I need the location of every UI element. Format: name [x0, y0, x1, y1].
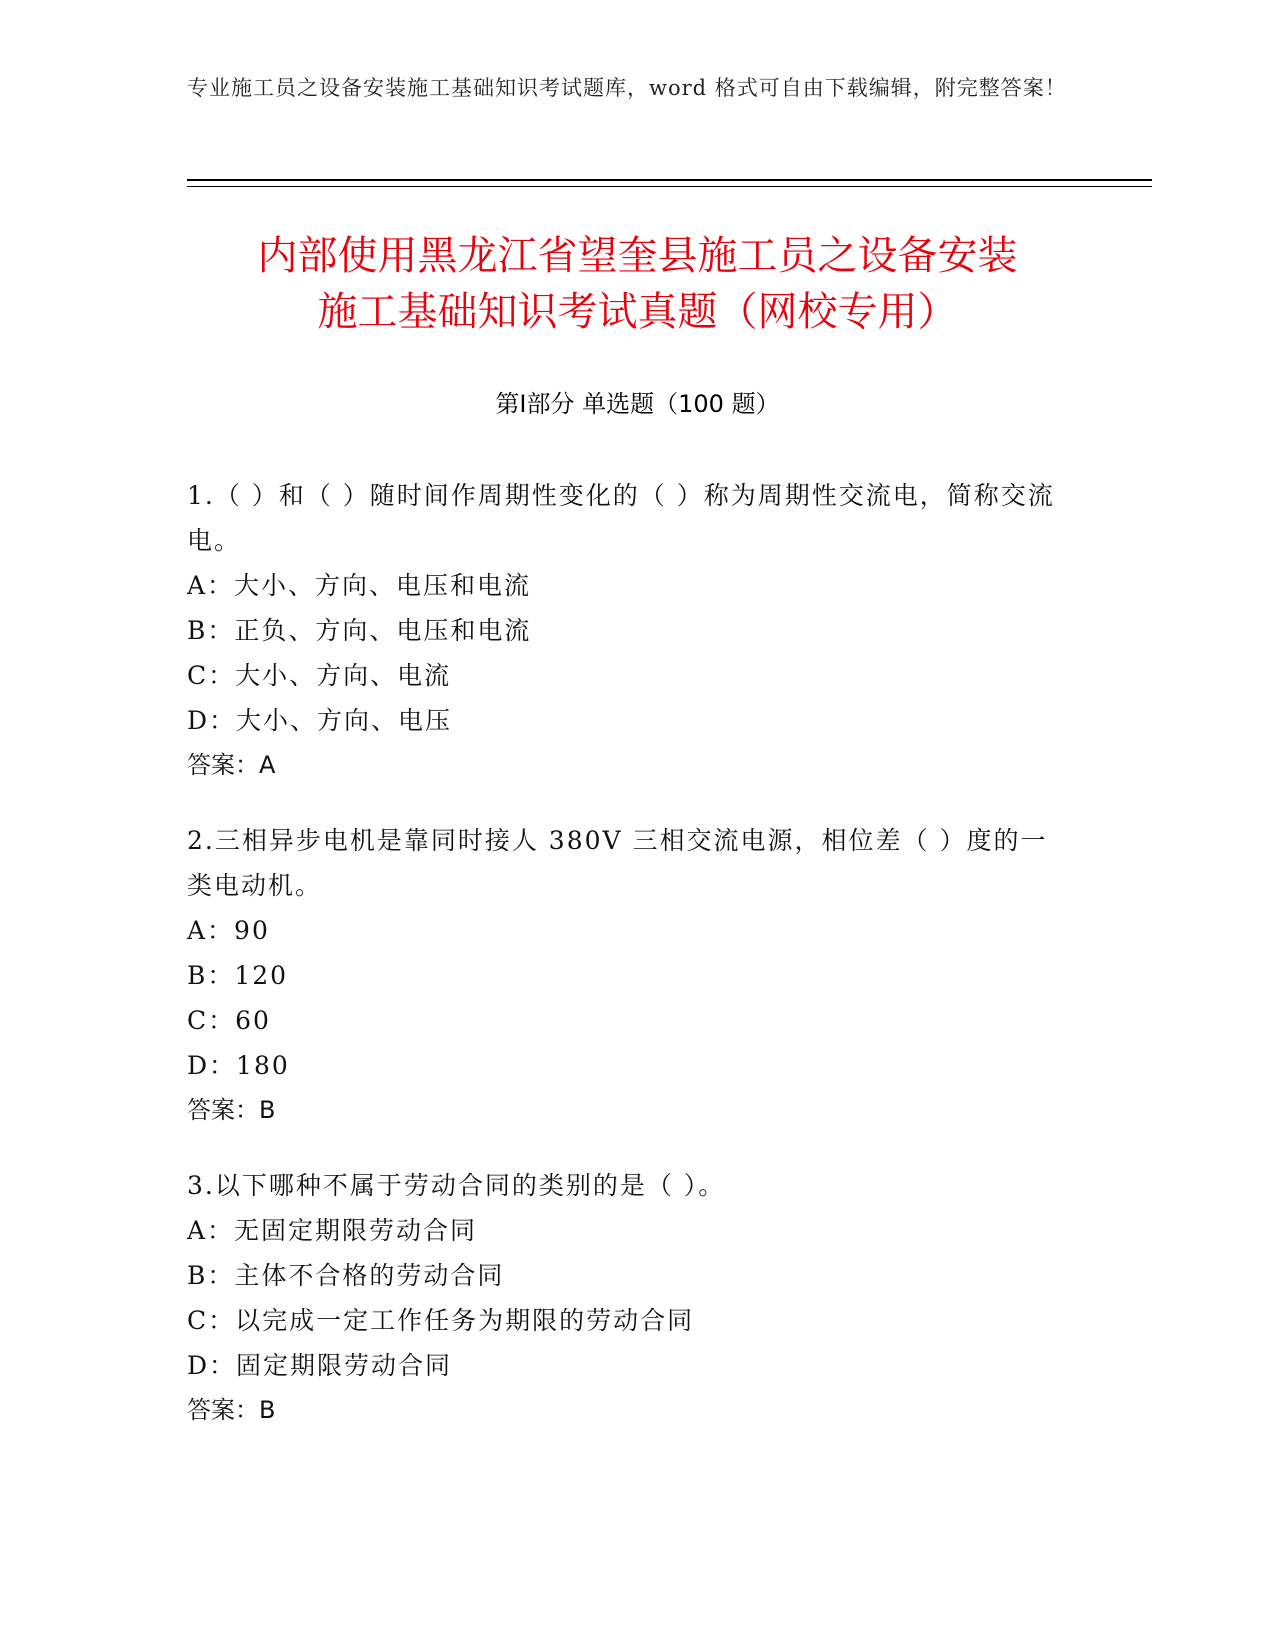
option-b: B：主体不合格的劳动合同	[187, 1261, 505, 1290]
question-3	[187, 1163, 1067, 1433]
answer-line	[187, 1088, 1067, 1133]
question-2	[187, 818, 1067, 1133]
title-line-1: 内部使用黑龙江省望奎县施工员之设备安装	[257, 233, 1018, 279]
document-title	[150, 228, 1125, 340]
option-c: C：60	[187, 1006, 271, 1035]
option-a: A：无固定期限劳动合同	[187, 1216, 478, 1245]
answer-line	[187, 1388, 1067, 1433]
header-rule-thick	[187, 179, 1152, 181]
answer-value: B	[259, 1396, 276, 1424]
title-line-2: 施工基础知识考试真题（网校专用）	[317, 289, 958, 335]
answer-value: A	[259, 751, 276, 779]
option-c: C：大小、方向、电流	[187, 661, 452, 690]
question-stem: 1.（ ）和（ ）随时间作周期性变化的（ ）称为周期性交流电，简称交流电。	[187, 481, 1055, 555]
option-a: A：大小、方向、电压和电流	[187, 571, 532, 600]
answer-value: B	[259, 1096, 276, 1124]
option-b: B：正负、方向、电压和电流	[187, 616, 532, 645]
option-a: A：90	[187, 916, 270, 945]
option-d: D：大小、方向、电压	[187, 706, 453, 735]
header-rule-thin	[187, 186, 1152, 187]
option-b: B：120	[187, 961, 289, 990]
question-1	[187, 473, 1067, 788]
option-d: D：180	[187, 1051, 290, 1080]
answer-prefix: 答案：	[187, 1096, 259, 1124]
question-list	[187, 473, 1067, 1463]
header-note: 专业施工员之设备安装施工基础知识考试题库，word 格式可自由下载编辑，附完整答案！	[187, 76, 1067, 100]
section-title: 第Ⅰ部分 单选题（100 题）	[495, 390, 780, 418]
question-stem: 2.三相异步电机是靠同时接人 380V 三相交流电源，相位差（ ）度的一类电动机。	[187, 826, 1048, 900]
answer-prefix: 答案：	[187, 751, 259, 779]
answer-line	[187, 743, 1067, 788]
option-c: C：以完成一定工作任务为期限的劳动合同	[187, 1306, 695, 1335]
question-stem: 3.以下哪种不属于劳动合同的类别的是（ ）。	[187, 1171, 726, 1200]
answer-prefix: 答案：	[187, 1396, 259, 1424]
option-d: D：固定期限劳动合同	[187, 1351, 453, 1380]
